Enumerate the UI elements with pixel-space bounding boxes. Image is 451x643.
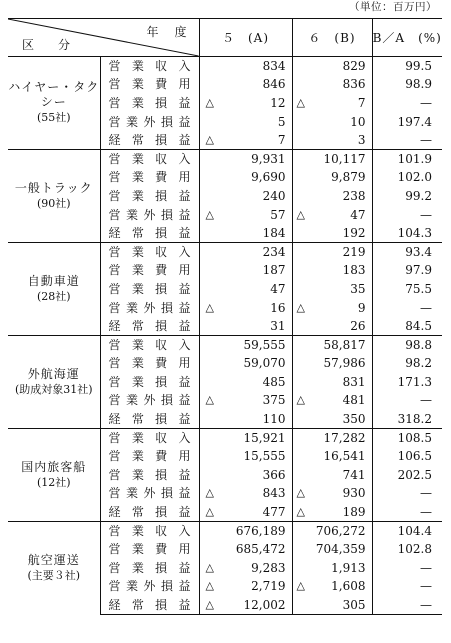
value-text: 685,472 bbox=[235, 542, 286, 557]
negative-triangle-icon: △ bbox=[296, 207, 305, 221]
item-label: 営業外損益 bbox=[108, 579, 191, 594]
item-label: 営業収入 bbox=[108, 523, 191, 538]
value-year6 bbox=[292, 280, 372, 299]
item-label: 営業損益 bbox=[108, 467, 191, 482]
category-name: 航空運送 bbox=[27, 553, 80, 568]
value-text: 184 bbox=[262, 225, 286, 240]
value-year5 bbox=[199, 261, 292, 280]
value-year6 bbox=[292, 503, 372, 522]
value-text: 831 bbox=[342, 374, 366, 389]
header-category: 区 分 bbox=[22, 38, 77, 52]
ratio-cell: 102.0 bbox=[397, 170, 432, 185]
value-text: 477 bbox=[262, 504, 286, 519]
category-name: ハイヤー・タクシー bbox=[8, 80, 100, 110]
table-row bbox=[8, 242, 442, 261]
value-year6 bbox=[292, 391, 372, 410]
item-cell bbox=[100, 242, 199, 261]
item-label: 営業費用 bbox=[108, 77, 191, 92]
negative-triangle-icon: △ bbox=[296, 393, 305, 407]
value-year5 bbox=[199, 57, 292, 76]
value-year6 bbox=[292, 596, 372, 615]
value-text: 59,555 bbox=[243, 337, 286, 352]
item-label: 経常損益 bbox=[108, 132, 191, 147]
item-cell bbox=[100, 540, 199, 559]
value-year6 bbox=[292, 149, 372, 168]
value-text: 183 bbox=[342, 263, 366, 278]
ratio-cell: — bbox=[420, 300, 432, 315]
ratio-cell: — bbox=[420, 132, 432, 147]
item-cell bbox=[100, 521, 199, 540]
value-text: 35 bbox=[350, 281, 366, 296]
category-cell bbox=[8, 335, 100, 428]
value-year5 bbox=[199, 447, 292, 466]
item-cell bbox=[100, 75, 199, 94]
value-year5 bbox=[199, 466, 292, 485]
value-year5 bbox=[199, 391, 292, 410]
value-year6 bbox=[292, 521, 372, 540]
item-label: 営業損益 bbox=[108, 560, 191, 575]
table-row bbox=[8, 149, 442, 168]
value-year5 bbox=[199, 503, 292, 522]
value-text: 59,070 bbox=[243, 356, 286, 371]
value-text: 704,359 bbox=[315, 542, 366, 557]
ratio-cell: 104.4 bbox=[372, 521, 442, 540]
ratio-cell: 75.5 bbox=[405, 281, 432, 296]
ratio-cell: — bbox=[420, 393, 432, 408]
value-year5 bbox=[199, 317, 292, 336]
negative-triangle-icon: △ bbox=[205, 560, 214, 574]
header-fiscal-year: 年 度 bbox=[146, 25, 189, 39]
item-label: 営業損益 bbox=[108, 188, 191, 203]
value-year6 bbox=[292, 466, 372, 485]
negative-triangle-icon: △ bbox=[296, 579, 305, 593]
category-name: 一般トラック bbox=[14, 180, 93, 195]
item-cell bbox=[100, 559, 199, 578]
value-year5 bbox=[199, 410, 292, 429]
value-year5 bbox=[199, 75, 292, 94]
value-year6 bbox=[292, 410, 372, 429]
value-year5 bbox=[199, 596, 292, 615]
negative-triangle-icon: △ bbox=[205, 579, 214, 593]
ratio-cell: 104.3 bbox=[397, 225, 432, 240]
item-label: 営業外損益 bbox=[108, 207, 191, 222]
value-text: 741 bbox=[342, 467, 366, 482]
value-year6 bbox=[292, 335, 372, 354]
item-cell bbox=[100, 168, 199, 187]
value-text: 15,555 bbox=[243, 449, 286, 464]
ratio-cell: — bbox=[420, 486, 432, 501]
value-text: 706,272 bbox=[315, 523, 366, 538]
value-year6 bbox=[292, 57, 372, 76]
value-year5 bbox=[199, 224, 292, 243]
value-year6 bbox=[292, 373, 372, 392]
negative-triangle-icon: △ bbox=[296, 300, 305, 314]
ratio-cell: 106.5 bbox=[397, 449, 432, 464]
value-text: 834 bbox=[262, 59, 286, 74]
value-text: 16,541 bbox=[323, 449, 366, 464]
value-text: 57,986 bbox=[323, 356, 366, 371]
value-year6 bbox=[292, 317, 372, 336]
value-year6 bbox=[292, 559, 372, 578]
item-cell bbox=[100, 354, 199, 373]
value-text: 16 bbox=[270, 300, 286, 315]
value-text: 3 bbox=[357, 132, 366, 147]
negative-triangle-icon: △ bbox=[205, 597, 214, 611]
value-text: 2,719 bbox=[251, 579, 286, 594]
ratio-cell: — bbox=[420, 579, 432, 594]
category-cell bbox=[8, 242, 100, 335]
item-cell bbox=[100, 503, 199, 522]
value-year5 bbox=[199, 373, 292, 392]
value-text: 843 bbox=[262, 486, 286, 501]
value-text: 7 bbox=[357, 95, 366, 110]
category-cell bbox=[8, 428, 100, 521]
value-year6 bbox=[292, 205, 372, 224]
header-year6: ６ (B) bbox=[292, 19, 372, 57]
value-year5 bbox=[199, 280, 292, 299]
item-cell bbox=[100, 447, 199, 466]
item-cell bbox=[100, 205, 199, 224]
value-year6 bbox=[292, 354, 372, 373]
ratio-cell: 99.5 bbox=[372, 57, 442, 76]
item-cell bbox=[100, 224, 199, 243]
value-year5 bbox=[199, 484, 292, 503]
item-cell bbox=[100, 335, 199, 354]
value-text: 1,913 bbox=[331, 560, 366, 575]
value-text: 240 bbox=[262, 188, 286, 203]
value-text: 375 bbox=[262, 393, 286, 408]
value-text: 47 bbox=[270, 281, 286, 296]
value-text: 829 bbox=[342, 59, 366, 74]
value-text: 1,608 bbox=[331, 579, 366, 594]
ratio-cell: 102.8 bbox=[397, 542, 432, 557]
item-cell bbox=[100, 428, 199, 447]
item-cell bbox=[100, 373, 199, 392]
value-text: 10,117 bbox=[323, 152, 366, 167]
negative-triangle-icon: △ bbox=[205, 486, 214, 500]
ratio-cell: 197.4 bbox=[397, 114, 432, 129]
category-name: 外航海運 bbox=[27, 366, 80, 381]
value-year5 bbox=[199, 521, 292, 540]
item-label: 経常損益 bbox=[108, 318, 191, 333]
value-text: 930 bbox=[342, 486, 366, 501]
value-text: 15,921 bbox=[243, 430, 286, 445]
category-count: (主要３社) bbox=[27, 569, 81, 583]
value-text: 31 bbox=[270, 318, 286, 333]
value-year6 bbox=[292, 447, 372, 466]
item-cell bbox=[100, 112, 199, 131]
category-count: (12社) bbox=[36, 475, 71, 489]
item-cell bbox=[100, 261, 199, 280]
value-year6 bbox=[292, 298, 372, 317]
ratio-cell: 98.9 bbox=[405, 77, 432, 92]
category-name: 国内旅客船 bbox=[21, 459, 87, 474]
value-year6 bbox=[292, 428, 372, 447]
value-text: 192 bbox=[342, 225, 366, 240]
value-text: 305 bbox=[342, 597, 366, 612]
item-label: 営業損益 bbox=[108, 95, 191, 110]
value-text: 17,282 bbox=[323, 430, 366, 445]
unit-note: （単位：百万円） bbox=[349, 1, 437, 13]
ratio-cell: 84.5 bbox=[405, 318, 432, 333]
item-label: 営業外損益 bbox=[108, 393, 191, 408]
item-cell bbox=[100, 280, 199, 299]
negative-triangle-icon: △ bbox=[296, 95, 305, 109]
value-text: 676,189 bbox=[235, 523, 286, 538]
value-text: 485 bbox=[262, 374, 286, 389]
value-text: 12 bbox=[270, 95, 286, 110]
ratio-cell: 98.8 bbox=[372, 335, 442, 354]
value-text: 481 bbox=[342, 393, 366, 408]
table-body bbox=[8, 57, 442, 615]
value-year5 bbox=[199, 559, 292, 578]
item-label: 営業損益 bbox=[108, 374, 191, 389]
value-year6 bbox=[292, 224, 372, 243]
item-cell bbox=[100, 94, 199, 113]
category-cell bbox=[8, 521, 100, 614]
negative-triangle-icon: △ bbox=[205, 95, 214, 109]
item-label: 経常損益 bbox=[108, 411, 191, 426]
value-year5 bbox=[199, 94, 292, 113]
value-year6 bbox=[292, 484, 372, 503]
header-diagonal-cell bbox=[8, 19, 199, 57]
value-year5 bbox=[199, 187, 292, 206]
ratio-cell: — bbox=[420, 504, 432, 519]
value-year5 bbox=[199, 112, 292, 131]
value-year6 bbox=[292, 112, 372, 131]
category-count: (55社) bbox=[36, 111, 71, 125]
ratio-cell: — bbox=[420, 95, 432, 110]
value-year6 bbox=[292, 261, 372, 280]
item-label: 営業損益 bbox=[108, 281, 191, 296]
item-label: 営業収入 bbox=[108, 337, 191, 352]
table-row bbox=[8, 521, 442, 540]
value-text: 189 bbox=[342, 504, 366, 519]
value-text: 7 bbox=[277, 132, 286, 147]
value-text: 9,931 bbox=[251, 152, 286, 167]
ratio-cell: 101.9 bbox=[372, 149, 442, 168]
value-year6 bbox=[292, 131, 372, 150]
ratio-cell: 108.5 bbox=[372, 428, 442, 447]
value-text: 366 bbox=[262, 467, 286, 482]
item-label: 営業収入 bbox=[108, 59, 191, 74]
table-row bbox=[8, 335, 442, 354]
category-count: (90社) bbox=[36, 196, 71, 210]
value-year5 bbox=[199, 428, 292, 447]
ratio-cell: 98.2 bbox=[405, 356, 432, 371]
value-year5 bbox=[199, 131, 292, 150]
value-year6 bbox=[292, 577, 372, 596]
value-text: 234 bbox=[262, 244, 286, 259]
item-label: 経常損益 bbox=[108, 597, 191, 612]
item-label: 営業収入 bbox=[108, 244, 191, 259]
negative-triangle-icon: △ bbox=[205, 132, 214, 146]
ratio-cell: 202.5 bbox=[397, 467, 432, 482]
value-year5 bbox=[199, 577, 292, 596]
value-year6 bbox=[292, 75, 372, 94]
item-label: 営業費用 bbox=[108, 356, 191, 371]
item-cell bbox=[100, 596, 199, 615]
negative-triangle-icon: △ bbox=[205, 393, 214, 407]
item-label: 営業収入 bbox=[108, 430, 191, 445]
item-label: 営業費用 bbox=[108, 170, 191, 185]
value-text: 5 bbox=[277, 114, 286, 129]
value-text: 219 bbox=[342, 244, 366, 259]
item-label: 経常損益 bbox=[108, 504, 191, 519]
ratio-cell: 318.2 bbox=[397, 411, 432, 426]
header-ratio: B／A (%) bbox=[372, 19, 442, 57]
table-row bbox=[8, 57, 442, 76]
header-year5: ５ (A) bbox=[199, 19, 292, 57]
category-cell bbox=[8, 57, 100, 150]
value-text: 238 bbox=[342, 188, 366, 203]
value-year6 bbox=[292, 540, 372, 559]
value-year6 bbox=[292, 242, 372, 261]
item-label: 営業外損益 bbox=[108, 300, 191, 315]
item-label: 営業外損益 bbox=[108, 486, 191, 501]
value-year5 bbox=[199, 335, 292, 354]
financial-table bbox=[8, 18, 442, 615]
item-cell bbox=[100, 484, 199, 503]
value-text: 846 bbox=[262, 77, 286, 92]
negative-triangle-icon: △ bbox=[296, 486, 305, 500]
value-year6 bbox=[292, 168, 372, 187]
value-text: 10 bbox=[350, 114, 366, 129]
ratio-cell: 99.2 bbox=[405, 188, 432, 203]
item-cell bbox=[100, 298, 199, 317]
value-text: 47 bbox=[350, 207, 366, 222]
value-year6 bbox=[292, 187, 372, 206]
table-header bbox=[8, 19, 442, 57]
ratio-cell: — bbox=[420, 207, 432, 222]
value-year5 bbox=[199, 540, 292, 559]
value-year5 bbox=[199, 298, 292, 317]
item-cell bbox=[100, 577, 199, 596]
item-cell bbox=[100, 131, 199, 150]
item-cell bbox=[100, 149, 199, 168]
ratio-cell: 97.9 bbox=[405, 263, 432, 278]
item-label: 営業費用 bbox=[108, 449, 191, 464]
ratio-cell: 93.4 bbox=[372, 242, 442, 261]
value-text: 57 bbox=[270, 207, 286, 222]
table-row bbox=[8, 428, 442, 447]
ratio-cell: 171.3 bbox=[397, 374, 432, 389]
value-year5 bbox=[199, 242, 292, 261]
item-cell bbox=[100, 466, 199, 485]
value-text: 9,690 bbox=[251, 170, 286, 185]
item-cell bbox=[100, 187, 199, 206]
ratio-cell: — bbox=[372, 596, 442, 615]
value-text: 9,283 bbox=[251, 560, 286, 575]
category-cell bbox=[8, 149, 100, 242]
item-label: 営業外損益 bbox=[108, 114, 191, 129]
value-year5 bbox=[199, 168, 292, 187]
value-text: 836 bbox=[342, 77, 366, 92]
category-count: (28社) bbox=[36, 289, 71, 303]
value-text: 26 bbox=[350, 318, 366, 333]
item-label: 営業収入 bbox=[108, 152, 191, 167]
value-year6 bbox=[292, 94, 372, 113]
value-text: 110 bbox=[262, 411, 286, 426]
item-label: 営業費用 bbox=[108, 263, 191, 278]
negative-triangle-icon: △ bbox=[205, 207, 214, 221]
item-label: 経常損益 bbox=[108, 225, 191, 240]
item-cell bbox=[100, 317, 199, 336]
item-cell bbox=[100, 410, 199, 429]
negative-triangle-icon: △ bbox=[205, 504, 214, 518]
value-year5 bbox=[199, 149, 292, 168]
item-cell bbox=[100, 391, 199, 410]
item-label: 営業費用 bbox=[108, 542, 191, 557]
negative-triangle-icon: △ bbox=[296, 504, 305, 518]
value-text: 187 bbox=[262, 263, 286, 278]
value-year5 bbox=[199, 354, 292, 373]
value-text: 350 bbox=[342, 411, 366, 426]
value-text: 9,879 bbox=[331, 170, 366, 185]
negative-triangle-icon: △ bbox=[205, 300, 214, 314]
value-text: 58,817 bbox=[323, 337, 366, 352]
value-text: 9 bbox=[357, 300, 366, 315]
ratio-cell: — bbox=[420, 560, 432, 575]
value-text: 12,002 bbox=[243, 597, 286, 612]
category-name: 自動車道 bbox=[27, 273, 80, 288]
value-year5 bbox=[199, 205, 292, 224]
category-count: (助成対象31社) bbox=[14, 382, 93, 396]
item-cell bbox=[100, 57, 199, 76]
